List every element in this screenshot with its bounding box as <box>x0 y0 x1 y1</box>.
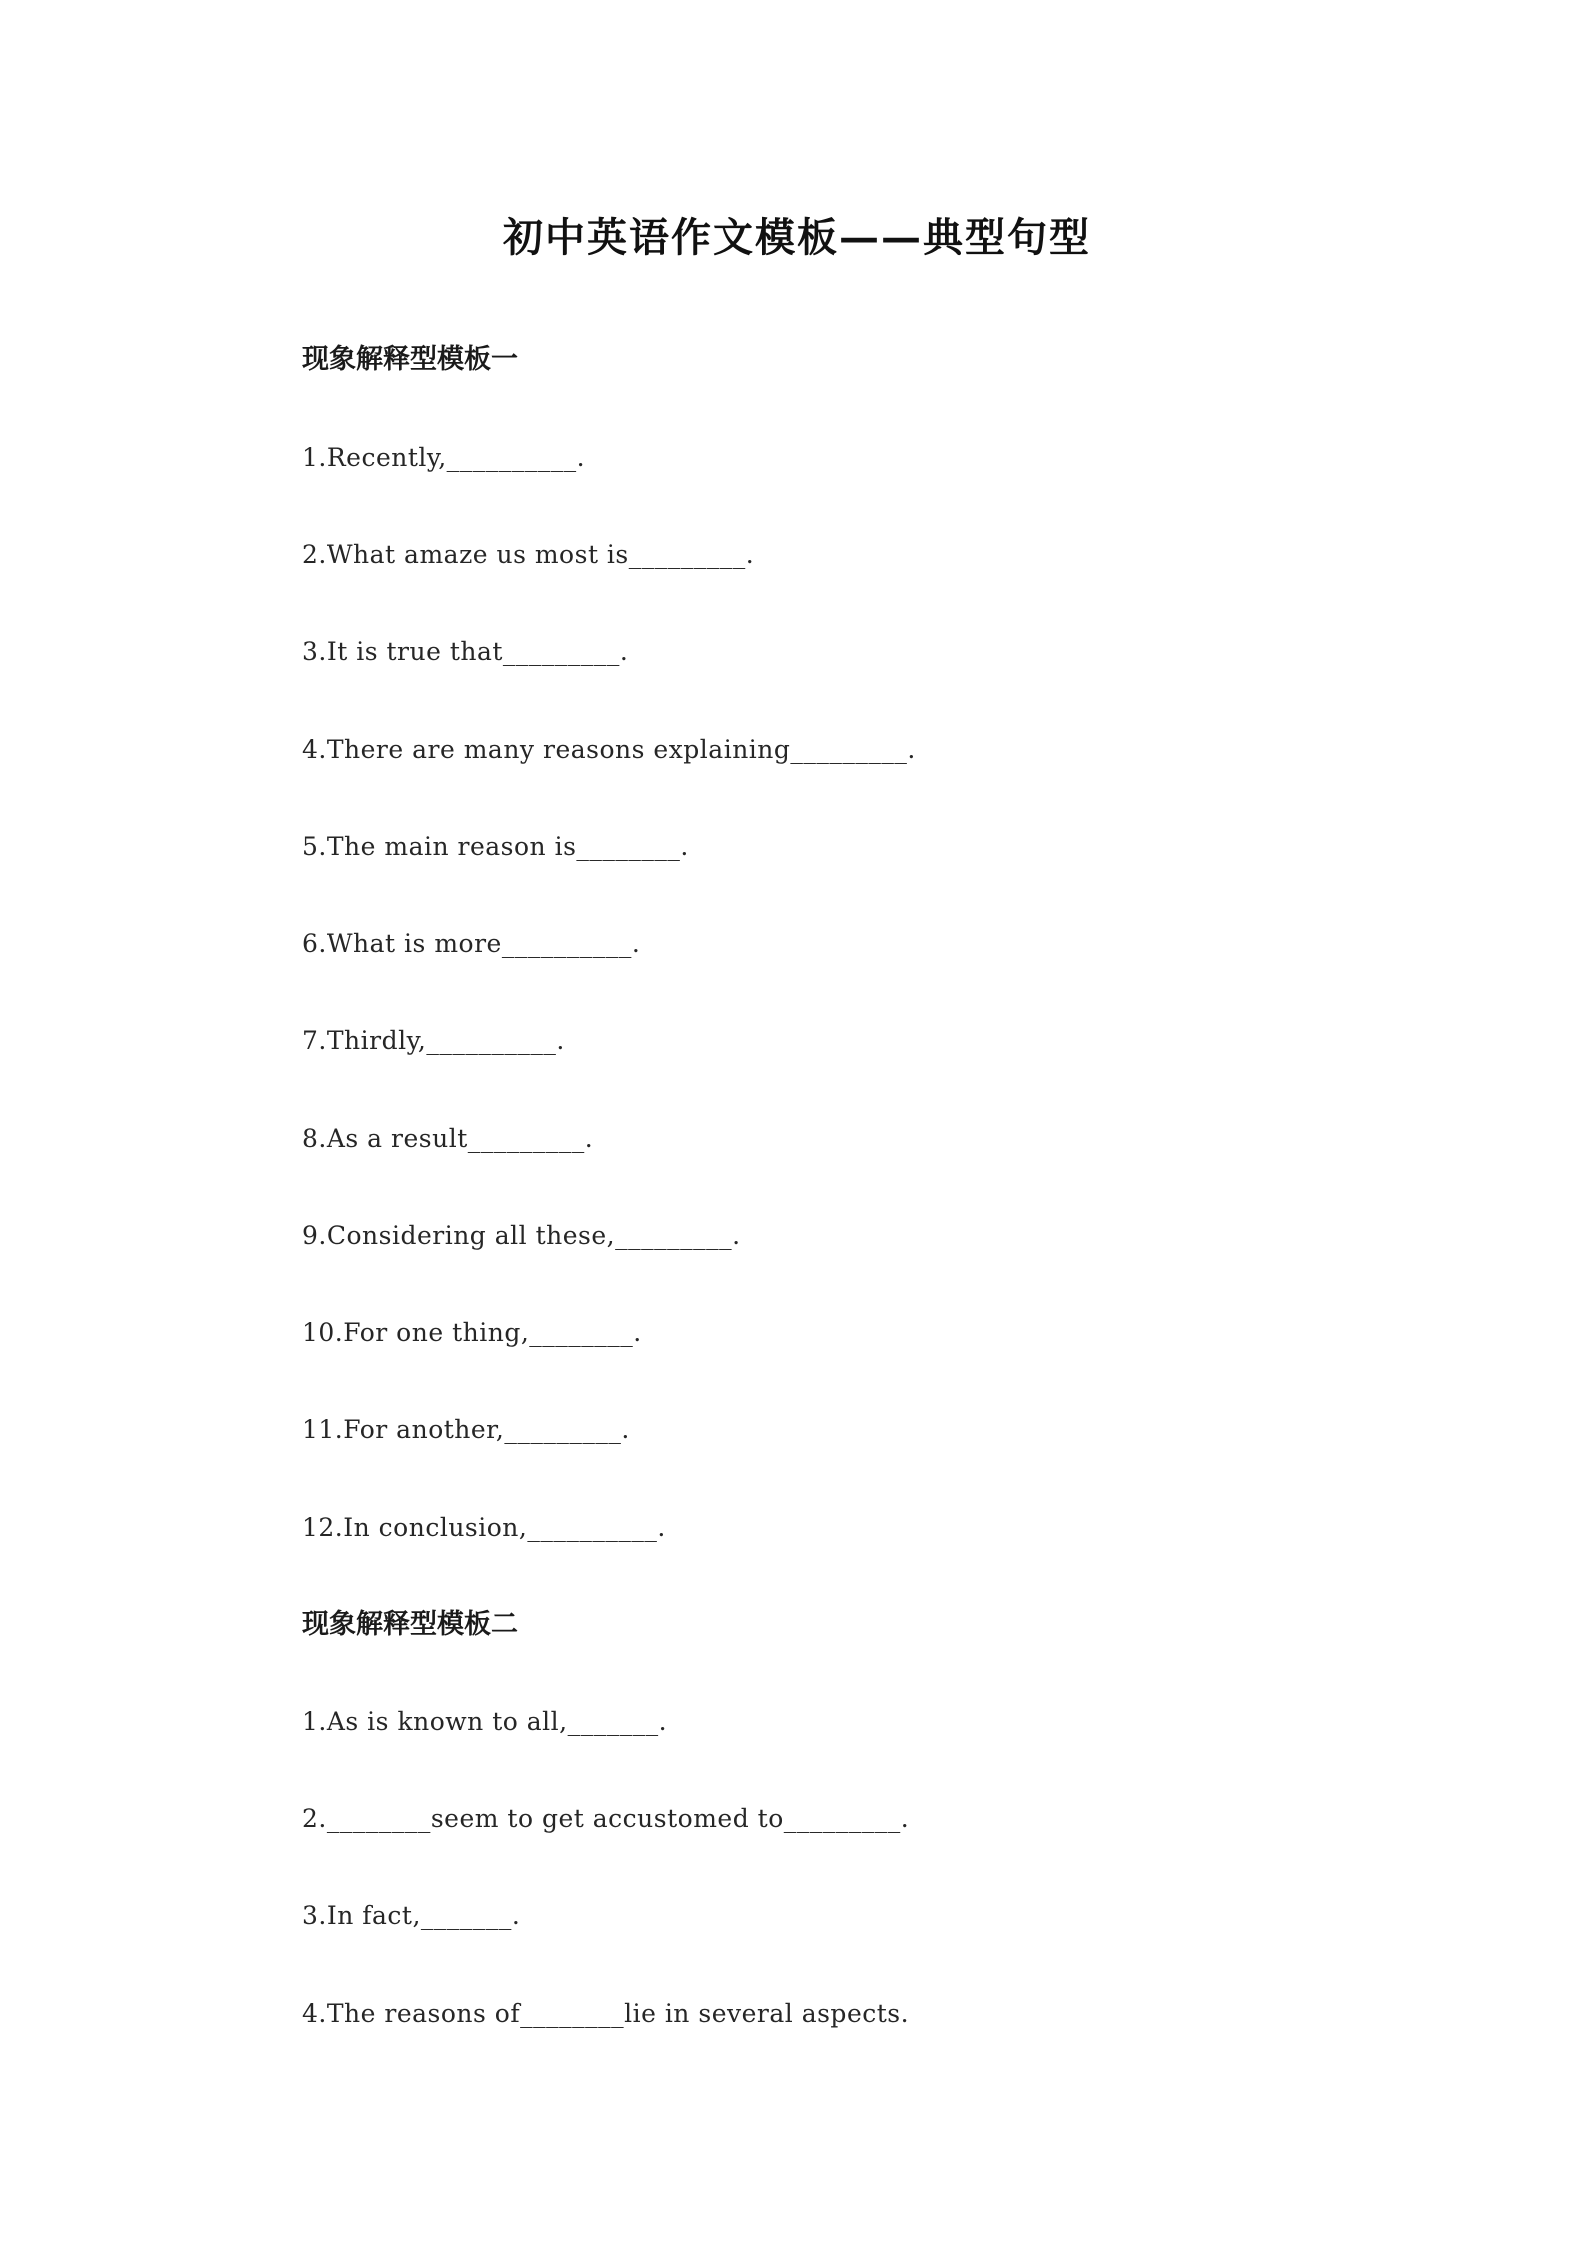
list-item: 9.Considering all these,_________. <box>302 1221 741 1250</box>
list-item: 3.It is true that_________. <box>302 637 629 666</box>
list-item: 2.________seem to get accustomed to_________. <box>302 1804 910 1833</box>
list-item: 4.There are many reasons explaining_________. <box>302 735 916 764</box>
list-item: 8.As a result_________. <box>302 1124 594 1153</box>
list-item: 12.In conclusion,__________. <box>302 1513 666 1542</box>
list-item: 1.As is known to all,_______. <box>302 1707 668 1736</box>
section-heading-template-two: 现象解释型模板二 <box>302 1609 518 1640</box>
list-item: 1.Recently,__________. <box>302 443 586 472</box>
list-item: 4.The reasons of________lie in several aspects. <box>302 1999 910 2028</box>
list-item: 6.What is more__________. <box>302 929 641 958</box>
list-item: 5.The main reason is________. <box>302 832 689 861</box>
list-item: 2.What amaze us most is_________. <box>302 540 755 569</box>
section-heading-template-one: 现象解释型模板一 <box>302 344 518 375</box>
document-title: 初中英语作文模板——典型句型 <box>503 214 1091 261</box>
list-item: 11.For another,_________. <box>302 1415 630 1444</box>
list-item: 3.In fact,_______. <box>302 1901 521 1930</box>
list-item: 10.For one thing,________. <box>302 1318 642 1347</box>
list-item: 7.Thirdly,__________. <box>302 1026 565 1055</box>
